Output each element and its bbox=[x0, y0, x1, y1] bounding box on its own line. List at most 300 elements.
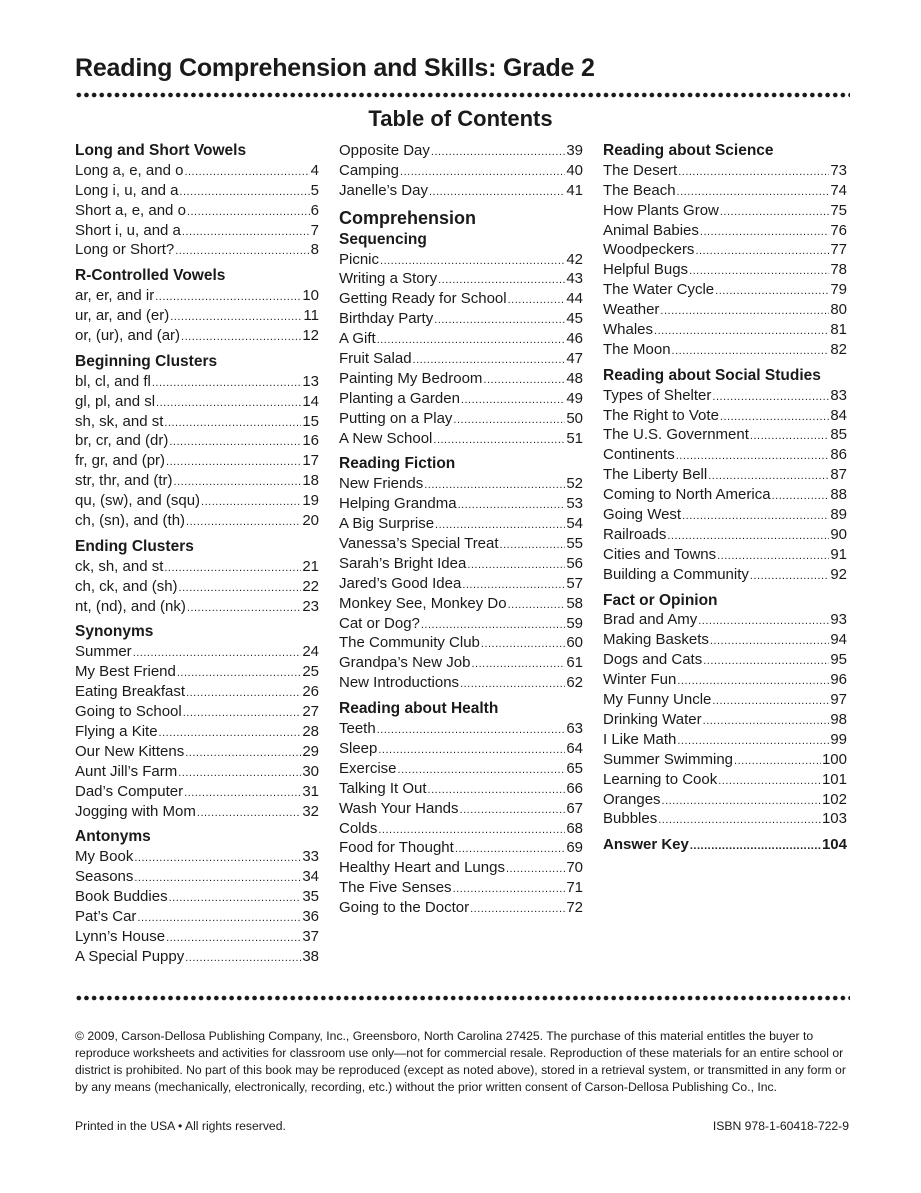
dot-leader bbox=[695, 240, 829, 262]
entry-page-number: 36 bbox=[302, 907, 319, 925]
toc-entry bbox=[75, 577, 319, 597]
toc-entry bbox=[339, 181, 583, 201]
entry-page-number: 83 bbox=[830, 386, 847, 404]
toc-entry bbox=[603, 340, 847, 360]
entry-title: The Beach bbox=[603, 181, 676, 199]
toc-entry bbox=[339, 289, 583, 309]
toc-entry bbox=[603, 690, 847, 710]
dot-leader bbox=[187, 201, 310, 223]
entry-page-number: 63 bbox=[566, 720, 583, 738]
dot-leader bbox=[186, 511, 301, 533]
toc-entry bbox=[339, 799, 583, 819]
toc-entry bbox=[75, 306, 319, 326]
entry-title: Lynn’s House bbox=[75, 927, 166, 945]
entry-page-number: 26 bbox=[302, 683, 319, 701]
entry-page-number: 103 bbox=[821, 810, 847, 828]
entry-page-number: 97 bbox=[830, 691, 847, 709]
entry-page-number: 53 bbox=[566, 495, 583, 513]
toc-entry bbox=[603, 610, 847, 630]
toc-entry bbox=[339, 329, 583, 349]
dotted-divider-top bbox=[75, 92, 850, 98]
entry-page-number: 96 bbox=[830, 671, 847, 689]
dot-leader bbox=[462, 574, 565, 596]
dot-leader bbox=[413, 349, 566, 371]
toc-entry bbox=[75, 181, 319, 201]
entry-page-number: 91 bbox=[830, 545, 847, 563]
book-title: Reading Comprehension and Skills: Grade 2 bbox=[75, 54, 595, 82]
toc-entry bbox=[339, 269, 583, 289]
dot-leader bbox=[155, 286, 301, 308]
toc-entry bbox=[75, 702, 319, 722]
dot-leader bbox=[660, 300, 829, 322]
entry-page-number: 77 bbox=[830, 241, 847, 259]
toc-entry bbox=[75, 511, 319, 531]
dot-leader bbox=[662, 790, 821, 812]
entry-page-number: 79 bbox=[830, 281, 847, 299]
toc-entry bbox=[603, 201, 847, 221]
toc-entry bbox=[339, 633, 583, 653]
toc-entry bbox=[339, 653, 583, 673]
entry-title: Talking It Out bbox=[339, 779, 427, 797]
entry-page-number: 100 bbox=[821, 750, 847, 768]
entry-page-number: 78 bbox=[830, 261, 847, 279]
dot-leader bbox=[433, 429, 565, 451]
entry-title: Vanessa’s Special Treat bbox=[339, 535, 499, 553]
entry-title: Fruit Salad bbox=[339, 350, 412, 368]
entry-page-number: 81 bbox=[830, 321, 847, 339]
entry-title: Summer bbox=[75, 643, 132, 661]
entry-title: gl, pl, and sl bbox=[75, 392, 156, 410]
entry-title: New Friends bbox=[339, 475, 424, 493]
entry-page-number: 65 bbox=[566, 759, 583, 777]
entry-page-number: 46 bbox=[566, 330, 583, 348]
entry-page-number: 49 bbox=[566, 389, 583, 407]
dot-leader bbox=[508, 594, 566, 616]
entry-title: Flying a Kite bbox=[75, 722, 158, 740]
dot-leader bbox=[377, 719, 566, 741]
toc-entry bbox=[603, 770, 847, 790]
dot-leader bbox=[177, 662, 301, 684]
section-heading: Reading Fiction bbox=[339, 455, 456, 473]
entry-page-number: 25 bbox=[302, 663, 319, 681]
entry-title: Seasons bbox=[75, 868, 134, 886]
entry-title: Summer Swimming bbox=[603, 750, 734, 768]
dot-leader bbox=[424, 474, 565, 496]
toc-entry bbox=[603, 386, 847, 406]
toc-entry bbox=[603, 300, 847, 320]
dot-leader bbox=[164, 412, 301, 434]
dot-leader bbox=[438, 269, 565, 291]
section-heading: R-Controlled Vowels bbox=[75, 267, 226, 285]
entry-page-number: 57 bbox=[566, 574, 583, 592]
entry-page-number: 12 bbox=[302, 327, 319, 345]
toc-entry bbox=[75, 240, 319, 260]
toc-entry bbox=[603, 505, 847, 525]
entry-page-number: 28 bbox=[302, 722, 319, 740]
isbn-number: ISBN 978-1-60418-722-9 bbox=[712, 1119, 849, 1133]
dot-leader bbox=[133, 642, 302, 664]
dot-leader bbox=[377, 329, 566, 351]
entry-page-number: 44 bbox=[566, 290, 583, 308]
entry-title: Jared’s Good Idea bbox=[339, 574, 462, 592]
entry-title: Whales bbox=[603, 321, 654, 339]
entry-page-number: 99 bbox=[830, 730, 847, 748]
entry-title: New Introductions bbox=[339, 674, 460, 692]
toc-entry bbox=[339, 389, 583, 409]
dot-leader bbox=[434, 309, 565, 331]
entry-page-number: 16 bbox=[302, 432, 319, 450]
dot-leader bbox=[654, 320, 829, 342]
entry-page-number: 42 bbox=[566, 250, 583, 268]
entry-title: Food for Thought bbox=[339, 839, 454, 857]
entry-title: The Water Cycle bbox=[603, 281, 715, 299]
toc-entry bbox=[75, 867, 319, 887]
dot-leader bbox=[453, 409, 565, 431]
toc-entry bbox=[339, 474, 583, 494]
entry-page-number: 32 bbox=[302, 802, 319, 820]
dot-leader bbox=[700, 221, 829, 243]
entry-page-number: 8 bbox=[310, 241, 319, 259]
toc-column-3 bbox=[603, 141, 847, 855]
toc-entry bbox=[75, 927, 319, 947]
toc-entry bbox=[75, 451, 319, 471]
entry-page-number: 19 bbox=[302, 492, 319, 510]
entry-page-number: 104 bbox=[821, 836, 847, 854]
dot-leader bbox=[166, 927, 301, 949]
entry-page-number: 88 bbox=[830, 486, 847, 504]
dot-leader bbox=[137, 907, 301, 929]
dot-leader bbox=[185, 742, 301, 764]
entry-page-number: 74 bbox=[830, 181, 847, 199]
section-heading: Antonyms bbox=[75, 828, 151, 846]
toc-entry bbox=[603, 650, 847, 670]
dot-leader bbox=[715, 280, 829, 302]
toc-entry bbox=[339, 409, 583, 429]
dot-leader bbox=[187, 597, 301, 619]
dot-leader bbox=[169, 431, 301, 453]
entry-page-number: 38 bbox=[302, 947, 319, 965]
entry-page-number: 31 bbox=[302, 782, 319, 800]
entry-title: Our New Kittens bbox=[75, 742, 185, 760]
entry-page-number: 5 bbox=[310, 181, 319, 199]
entry-page-number: 37 bbox=[302, 927, 319, 945]
dot-leader bbox=[182, 221, 310, 243]
entry-page-number: 6 bbox=[310, 201, 319, 219]
entry-title: Short i, u, and a bbox=[75, 221, 181, 239]
toc-entry bbox=[75, 471, 319, 491]
entry-title: Oranges bbox=[603, 790, 661, 808]
entry-title: Answer Key bbox=[603, 836, 689, 854]
toc-entry bbox=[75, 597, 319, 617]
entry-title: Going to the Doctor bbox=[339, 899, 470, 917]
toc-entry bbox=[603, 425, 847, 445]
entry-title: Going to School bbox=[75, 703, 182, 721]
dot-leader bbox=[682, 505, 829, 527]
entry-page-number: 58 bbox=[566, 594, 583, 612]
toc-entry bbox=[603, 809, 847, 829]
entry-title: Jogging with Mom bbox=[75, 802, 196, 820]
entry-title: Short a, e, and o bbox=[75, 201, 186, 219]
dot-leader bbox=[174, 471, 302, 493]
entry-title: A Special Puppy bbox=[75, 947, 185, 965]
entry-page-number: 11 bbox=[303, 307, 319, 325]
entry-page-number: 52 bbox=[566, 475, 583, 493]
entry-title: sh, sk, and st bbox=[75, 412, 164, 430]
toc-entry bbox=[339, 369, 583, 389]
section-heading: Synonyms bbox=[75, 623, 154, 641]
entry-page-number: 75 bbox=[830, 201, 847, 219]
entry-page-number: 51 bbox=[566, 429, 583, 447]
entry-page-number: 21 bbox=[302, 557, 319, 575]
dot-leader bbox=[134, 867, 301, 889]
part-heading: Comprehension bbox=[339, 207, 477, 228]
entry-page-number: 64 bbox=[566, 739, 583, 757]
entry-title: Building a Community bbox=[603, 565, 749, 583]
dot-leader bbox=[667, 525, 829, 547]
entry-page-number: 7 bbox=[310, 221, 319, 239]
dot-leader bbox=[772, 485, 830, 507]
dot-leader bbox=[175, 240, 309, 262]
toc-entry bbox=[603, 320, 847, 340]
toc-entry bbox=[603, 790, 847, 810]
entry-title: Dad’s Computer bbox=[75, 782, 184, 800]
entry-page-number: 4 bbox=[310, 161, 319, 179]
entry-page-number: 34 bbox=[302, 868, 319, 886]
entry-page-number: 61 bbox=[566, 654, 583, 672]
entry-title: The U.S. Government bbox=[603, 426, 749, 444]
dot-leader bbox=[717, 545, 829, 567]
printed-in-note: Printed in the USA • All rights reserved. bbox=[75, 1119, 286, 1133]
entry-page-number: 45 bbox=[566, 310, 583, 328]
entry-title: Pat’s Car bbox=[75, 907, 137, 925]
entry-page-number: 39 bbox=[566, 142, 583, 159]
dot-leader bbox=[506, 858, 565, 880]
entry-page-number: 86 bbox=[830, 446, 847, 464]
section-heading: Fact or Opinion bbox=[603, 591, 718, 609]
dot-leader bbox=[672, 340, 830, 362]
entry-page-number: 47 bbox=[566, 350, 583, 368]
toc-entry bbox=[603, 406, 847, 426]
entry-title: Types of Shelter bbox=[603, 386, 712, 404]
entry-page-number: 30 bbox=[302, 762, 319, 780]
dot-leader bbox=[159, 722, 302, 744]
dot-leader bbox=[470, 898, 565, 920]
entry-title: I Like Math bbox=[603, 730, 677, 748]
toc-entry bbox=[75, 201, 319, 221]
dot-leader bbox=[455, 838, 566, 860]
dot-leader bbox=[698, 610, 829, 632]
dot-leader bbox=[720, 406, 829, 428]
section-heading: Ending Clusters bbox=[75, 537, 194, 555]
toc-title: Table of Contents bbox=[368, 106, 553, 131]
entry-title: My Best Friend bbox=[75, 663, 176, 681]
entry-page-number: 55 bbox=[566, 535, 583, 553]
dot-leader bbox=[428, 779, 566, 801]
dot-leader bbox=[508, 289, 566, 311]
entry-page-number: 35 bbox=[302, 888, 319, 906]
toc-entry bbox=[339, 759, 583, 779]
entry-title: Animal Babies bbox=[603, 221, 699, 239]
dot-leader bbox=[429, 181, 565, 203]
dot-leader bbox=[712, 690, 829, 712]
toc-entry bbox=[75, 221, 319, 241]
entry-page-number: 73 bbox=[830, 161, 847, 179]
entry-title: Going West bbox=[603, 506, 682, 524]
toc-entry bbox=[75, 491, 319, 511]
entry-page-number: 17 bbox=[302, 452, 319, 470]
dot-leader bbox=[677, 670, 829, 692]
entry-page-number: 33 bbox=[302, 848, 319, 866]
toc-entry bbox=[603, 630, 847, 650]
toc-entry bbox=[339, 898, 583, 918]
entry-page-number: 27 bbox=[302, 703, 319, 721]
toc-entry bbox=[75, 762, 319, 782]
entry-title: Teeth bbox=[339, 720, 376, 738]
toc-entry bbox=[603, 221, 847, 241]
toc-entry bbox=[75, 662, 319, 682]
entry-page-number: 72 bbox=[566, 899, 583, 917]
entry-title: nt, (nd), and (nk) bbox=[75, 597, 186, 615]
dot-leader bbox=[156, 392, 301, 414]
entry-title: fr, gr, and (pr) bbox=[75, 452, 166, 470]
dot-leader bbox=[164, 557, 301, 579]
toc-column-1 bbox=[75, 141, 319, 967]
entry-page-number: 22 bbox=[302, 577, 319, 595]
section-heading: Long and Short Vowels bbox=[75, 142, 247, 159]
toc-entry bbox=[75, 907, 319, 927]
dot-leader bbox=[750, 425, 829, 447]
entry-title: Coming to North America bbox=[603, 486, 771, 504]
entry-page-number: 13 bbox=[302, 372, 319, 390]
toc-entry bbox=[339, 819, 583, 839]
entry-title: The Right to Vote bbox=[603, 406, 719, 424]
dot-leader bbox=[166, 451, 301, 473]
entry-page-number: 67 bbox=[566, 799, 583, 817]
dot-leader bbox=[677, 181, 830, 203]
entry-title: Dogs and Cats bbox=[603, 651, 703, 669]
dot-leader bbox=[400, 161, 565, 183]
entry-title: Long a, e, and o bbox=[75, 161, 184, 179]
dot-leader bbox=[170, 306, 302, 328]
entry-title: Colds bbox=[339, 819, 378, 837]
dot-leader bbox=[181, 326, 301, 348]
dot-leader bbox=[703, 650, 829, 672]
toc-entry bbox=[75, 802, 319, 822]
dot-leader bbox=[197, 802, 301, 824]
dot-leader bbox=[183, 702, 302, 724]
toc-entry bbox=[339, 250, 583, 270]
toc-entry bbox=[339, 594, 583, 614]
dot-leader bbox=[178, 762, 301, 784]
entry-title: The Community Club bbox=[339, 634, 480, 652]
section-heading: Sequencing bbox=[339, 230, 427, 248]
entry-page-number: 23 bbox=[302, 597, 319, 615]
toc-entry bbox=[603, 260, 847, 280]
toc-entry bbox=[75, 161, 319, 181]
dot-leader bbox=[678, 161, 829, 183]
entry-title: Helping Grandma bbox=[339, 495, 457, 513]
dot-leader bbox=[398, 759, 566, 781]
entry-title: Opposite Day bbox=[339, 142, 430, 159]
entry-title: The Five Senses bbox=[339, 879, 452, 897]
entry-title: Exercise bbox=[339, 759, 397, 777]
entry-page-number: 90 bbox=[830, 525, 847, 543]
dot-leader bbox=[720, 201, 829, 223]
dot-leader bbox=[718, 770, 821, 792]
entry-title: Eating Breakfast bbox=[75, 683, 186, 701]
entry-page-number: 82 bbox=[830, 340, 847, 358]
toc-entry bbox=[75, 947, 319, 967]
entry-page-number: 66 bbox=[566, 779, 583, 797]
entry-title: A Big Surprise bbox=[339, 515, 435, 533]
dot-leader bbox=[460, 673, 565, 695]
toc-entry bbox=[75, 722, 319, 742]
dot-leader bbox=[500, 534, 566, 556]
entry-page-number: 40 bbox=[566, 161, 583, 179]
entry-title: ur, ar, and (er) bbox=[75, 307, 170, 325]
entry-title: Brad and Amy bbox=[603, 611, 698, 629]
entry-page-number: 80 bbox=[830, 301, 847, 319]
dot-leader bbox=[380, 250, 565, 272]
entry-page-number: 18 bbox=[302, 472, 319, 490]
toc-entry bbox=[75, 742, 319, 762]
dot-leader bbox=[708, 465, 829, 487]
dotted-divider-bottom bbox=[75, 995, 850, 1001]
dot-leader bbox=[483, 369, 565, 391]
entry-title: Janelle’s Day bbox=[339, 181, 428, 199]
dot-leader bbox=[152, 372, 301, 394]
entry-title: Aunt Jill’s Farm bbox=[75, 762, 178, 780]
dot-leader bbox=[712, 386, 829, 408]
entry-title: Sleep bbox=[339, 739, 378, 757]
toc-entry bbox=[339, 141, 583, 161]
dot-leader bbox=[378, 739, 565, 761]
entry-page-number: 95 bbox=[830, 651, 847, 669]
entry-page-number: 24 bbox=[302, 643, 319, 661]
entry-page-number: 59 bbox=[566, 614, 583, 632]
entry-page-number: 93 bbox=[830, 611, 847, 629]
entry-page-number: 43 bbox=[566, 270, 583, 288]
dot-leader bbox=[179, 577, 302, 599]
toc-entry bbox=[603, 445, 847, 465]
dot-leader bbox=[179, 181, 309, 203]
toc-entry bbox=[75, 782, 319, 802]
toc-entry bbox=[603, 181, 847, 201]
entry-page-number: 85 bbox=[830, 426, 847, 444]
dot-leader bbox=[185, 947, 301, 969]
entry-title: Wash Your Hands bbox=[339, 799, 459, 817]
toc-entry bbox=[75, 286, 319, 306]
entry-title: Weather bbox=[603, 301, 660, 319]
entry-title: Cities and Towns bbox=[603, 545, 717, 563]
dot-leader bbox=[734, 750, 821, 772]
entry-title: br, cr, and (dr) bbox=[75, 432, 169, 450]
entry-title: Helpful Bugs bbox=[603, 261, 689, 279]
dot-leader bbox=[750, 565, 829, 587]
dot-leader bbox=[676, 445, 830, 467]
entry-title: Railroads bbox=[603, 525, 667, 543]
entry-page-number: 69 bbox=[566, 839, 583, 857]
toc-entry bbox=[75, 392, 319, 412]
entry-title: The Liberty Bell bbox=[603, 466, 708, 484]
entry-page-number: 48 bbox=[566, 369, 583, 387]
entry-page-number: 10 bbox=[302, 287, 319, 305]
entry-title: Birthday Party bbox=[339, 310, 434, 328]
entry-page-number: 62 bbox=[566, 674, 583, 692]
toc-entry bbox=[75, 372, 319, 392]
dot-leader bbox=[134, 847, 301, 869]
entry-page-number: 50 bbox=[566, 409, 583, 427]
